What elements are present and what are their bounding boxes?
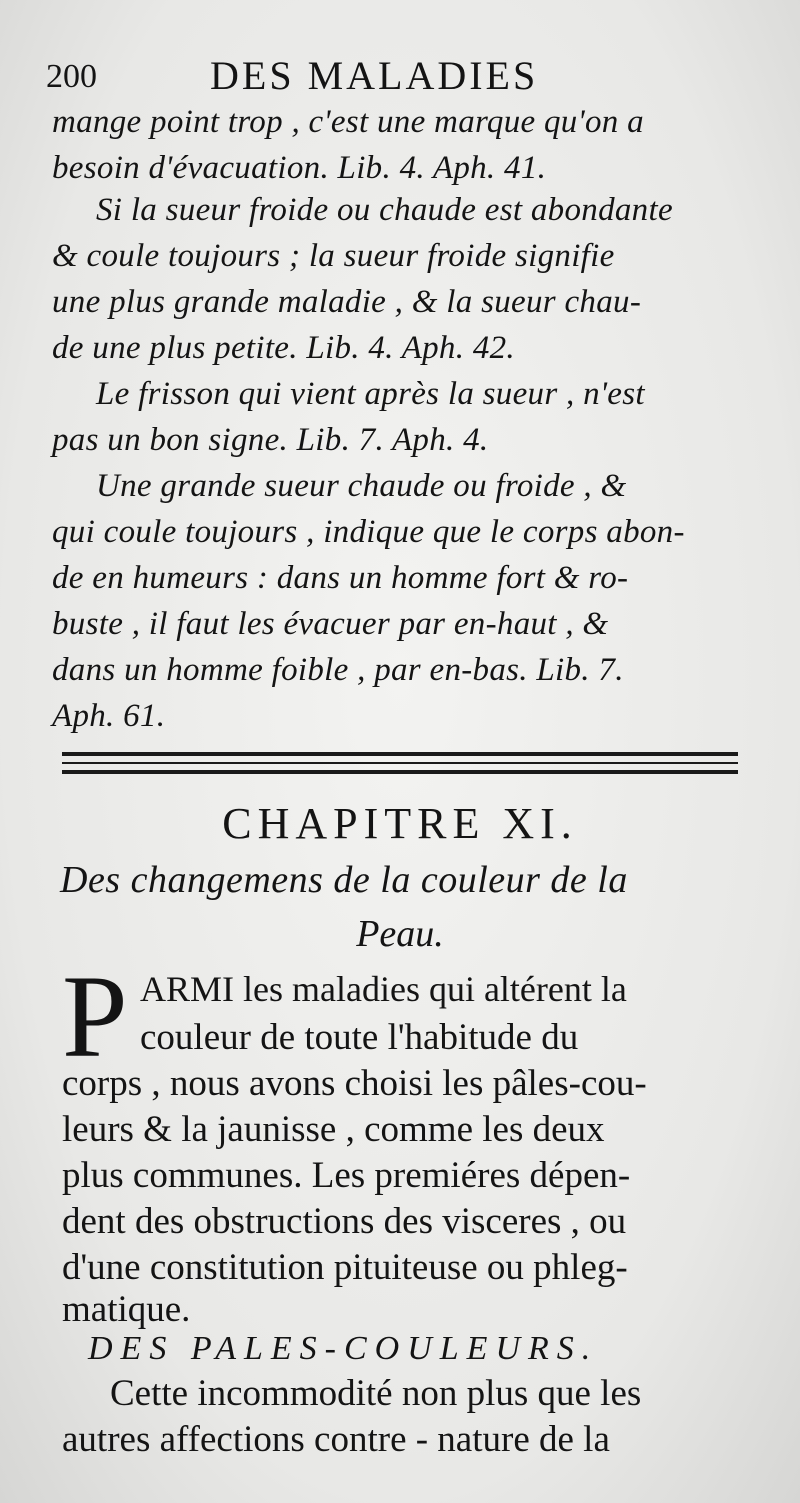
section-heading: DES PALES-COULEURS. <box>88 1330 599 1367</box>
text-line: corps , nous avons choisi les pâles-cou- <box>62 1063 647 1104</box>
text-line: mange point trop , c'est une marque qu'on a <box>52 104 644 140</box>
divider-rule <box>62 762 738 764</box>
chapter-heading: CHAPITRE XI. <box>222 799 578 848</box>
text-line: qui coule toujours , indique que le corps abon- <box>52 514 685 550</box>
text-line: buste , il faut les évacuer par en-haut , & <box>52 606 609 642</box>
divider-rule <box>62 752 738 756</box>
chapter-subtitle: Des changemens de la couleur de la <box>60 859 628 901</box>
text-line: plus communes. Les premiéres dépen- <box>62 1155 631 1196</box>
text-line: Aph. 61. <box>52 698 166 734</box>
text-line: matique. <box>62 1289 191 1330</box>
text-line: besoin d'évacuation. Lib. 4. Aph. 41. <box>52 150 547 186</box>
text-line: dent des obstructions des visceres , ou <box>62 1201 627 1242</box>
text-line: Le frisson qui vient après la sueur , n'est <box>96 376 645 412</box>
text-line: Une grande sueur chaude ou froide , & <box>96 468 627 504</box>
drop-cap: P <box>62 951 128 1082</box>
text-line: de une plus petite. Lib. 4. Aph. 42. <box>52 330 515 366</box>
text-line: & coule toujours ; la sueur froide signifie <box>52 238 615 274</box>
page-number: 200 <box>46 58 97 95</box>
running-title: DES MALADIES <box>210 53 539 98</box>
text-line: couleur de toute l'habitude du <box>140 1017 579 1058</box>
divider-rule <box>62 770 738 774</box>
text-line: leurs & la jaunisse , comme les deux <box>62 1109 605 1150</box>
text-line: ARMI les maladies qui altérent la <box>140 969 627 1009</box>
text-line: Cette incommodité non plus que les <box>110 1373 642 1414</box>
text-line: une plus grande maladie , & la sueur chau- <box>52 284 642 320</box>
text-line: de en humeurs : dans un homme fort & ro- <box>52 560 629 596</box>
text-line: autres affections contre - nature de la <box>62 1419 610 1460</box>
chapter-subtitle-continued: Peau. <box>356 913 444 955</box>
text-line: pas un bon signe. Lib. 7. Aph. 4. <box>52 422 489 458</box>
text-line: d'une constitution pituiteuse ou phleg- <box>62 1247 628 1288</box>
text-line: dans un homme foible , par en-bas. Lib. 7. <box>52 652 624 688</box>
text-line: Si la sueur froide ou chaude est abondante <box>96 192 673 228</box>
